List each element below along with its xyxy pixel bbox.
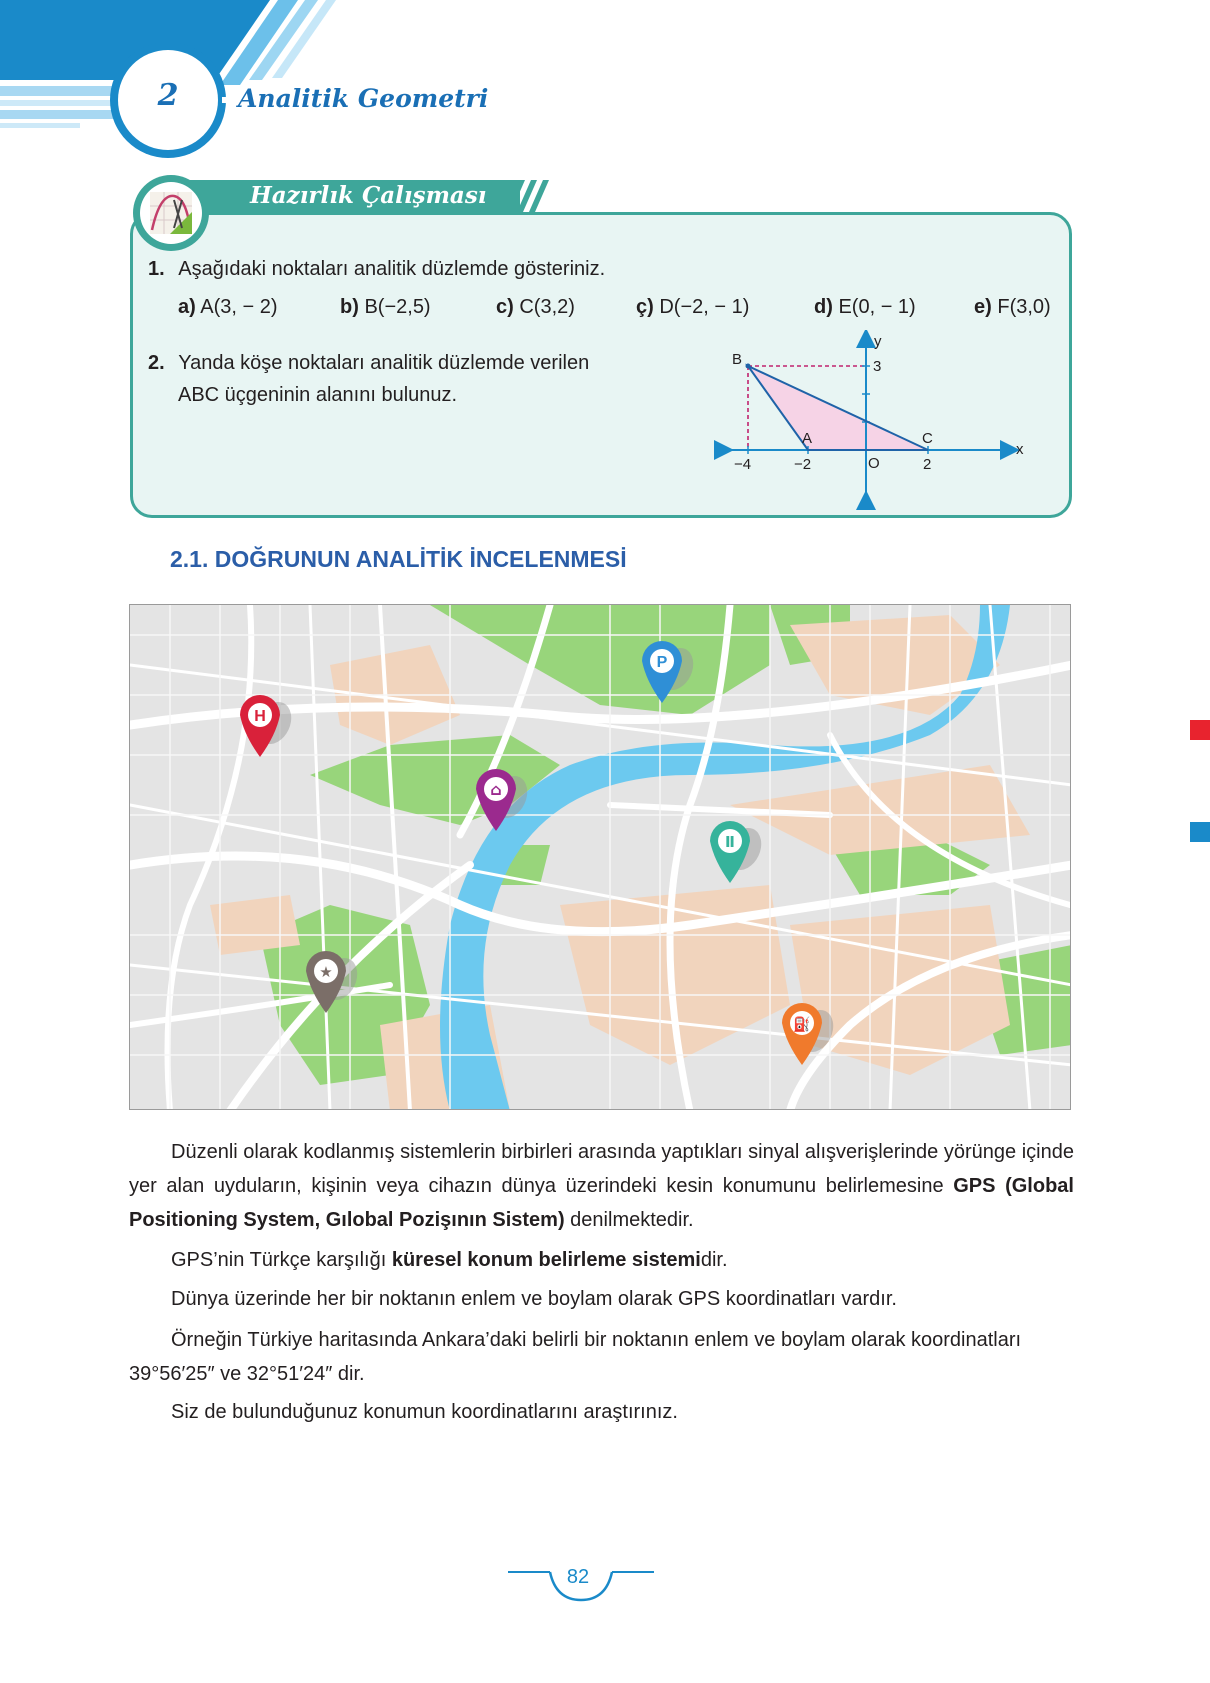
hospital-icon: H (254, 708, 266, 725)
p1-text-c: denilmektedir. (564, 1209, 694, 1231)
banner-stripes (505, 180, 550, 212)
question-1-number: 1. (148, 258, 165, 280)
item-c-point: C(3,2) (519, 296, 575, 318)
item-e-point: F(3,0) (997, 296, 1051, 318)
home-icon: ⌂ (490, 780, 502, 799)
p1-text-a: Düzenli olarak kodlanmış sistemlerin birbirleri arasında yaptıkları sinyal alışverişlerinde yörünge içinde yer alan uyduların, kişinin veya cihazın dünya üzerindeki kesin konumunu belirlemesine (129, 1141, 1074, 1197)
item-a-point: A(3, − 2) (200, 296, 278, 318)
vertex-a-label: A (802, 430, 813, 447)
paragraph-gps-turkish (129, 1243, 1074, 1277)
item-cc-point: D(−2, − 1) (659, 296, 750, 318)
item-b-label: b) (340, 296, 359, 318)
paragraph-ankara-coordinates: 39°56′25″ ve 32°51′24″ dir. (129, 1363, 365, 1385)
item-d-point: E(0, − 1) (838, 296, 916, 318)
item-c (496, 296, 575, 319)
item-b-point: B(−2,5) (364, 296, 431, 318)
star-icon: ★ (319, 963, 333, 981)
residential-area (210, 895, 300, 955)
city-map-drawing (130, 605, 1071, 1110)
question-2 (148, 352, 589, 375)
vertex-b-label: B (732, 351, 743, 368)
vertex-c-label: C (922, 430, 933, 447)
origin-label: O (868, 455, 880, 472)
item-d (814, 296, 916, 319)
paragraph-ankara (129, 1323, 1074, 1357)
item-a (178, 296, 278, 319)
item-b (340, 296, 431, 319)
question-1-text: Aşağıdaki noktaları analitik düzlemde gösteriniz. (178, 258, 606, 280)
side-marker-red (1190, 720, 1210, 740)
triangle-graph (710, 330, 1040, 510)
p2-bold: küresel konum belirleme sistemi (391, 1249, 701, 1271)
fuel-icon: ⛽ (793, 1017, 811, 1033)
p1-gps-bold: GPS (Global Positioning System, Gılobal Pozişının Sistem) (129, 1175, 1074, 1231)
paragraph-gps-definition (129, 1135, 1074, 1237)
item-a-label: a) (178, 296, 196, 318)
tick-label-2: 2 (923, 456, 932, 473)
item-e-label: e) (974, 296, 992, 318)
parking-icon: P (656, 654, 668, 671)
preparation-title: Hazırlık Çalışması (250, 182, 487, 209)
p2-text-c: dir. (700, 1249, 728, 1271)
tick-label-neg4: −4 (734, 456, 752, 473)
question-2-number: 2. (148, 352, 165, 374)
paragraph-research: Siz de bulunduğunuz konumun koordinatlarını araştırınız. (171, 1401, 678, 1423)
page-number: 82 (566, 1566, 590, 1588)
question-2-line-2: ABC üçgeninin alanını bulunuz. (178, 384, 458, 406)
question-2-line-1: Yanda köşe noktaları analitik düzlemde verilen (178, 352, 590, 374)
chapter-title: Analitik Geometri (238, 84, 489, 113)
side-marker-blue (1190, 822, 1210, 842)
vertex-b-point (746, 364, 751, 369)
chapter-number: 2 (157, 78, 179, 113)
restaurant-icon: Ⅱ (725, 833, 735, 851)
item-e (974, 296, 1051, 319)
p2-text-a: GPS’nin Türkçe karşılığı (171, 1249, 392, 1271)
x-axis-label: x (1016, 441, 1024, 458)
paragraph-coordinates: Dünya üzerinde her bir noktanın enlem ve boylam olarak GPS koordinatları vardır. (171, 1288, 897, 1310)
tick-label-neg2: −2 (794, 456, 812, 473)
city-map (129, 604, 1071, 1110)
question-1 (148, 258, 605, 281)
p4-text-a: Örneğin Türkiye haritasında Ankara’daki belirli bir noktanın enlem ve boylam olarak koordinatları (171, 1329, 1022, 1351)
item-cc (636, 296, 749, 319)
tick-label-3: 3 (873, 358, 882, 375)
item-c-label: c) (496, 296, 514, 318)
y-axis-label: y (874, 333, 882, 350)
geometry-badge-icon (130, 172, 212, 254)
item-d-label: d) (814, 296, 833, 318)
section-title: 2.1. DOĞRUNUN ANALİTİK İNCELENMESİ (170, 546, 627, 572)
item-cc-label: ç) (636, 296, 654, 318)
